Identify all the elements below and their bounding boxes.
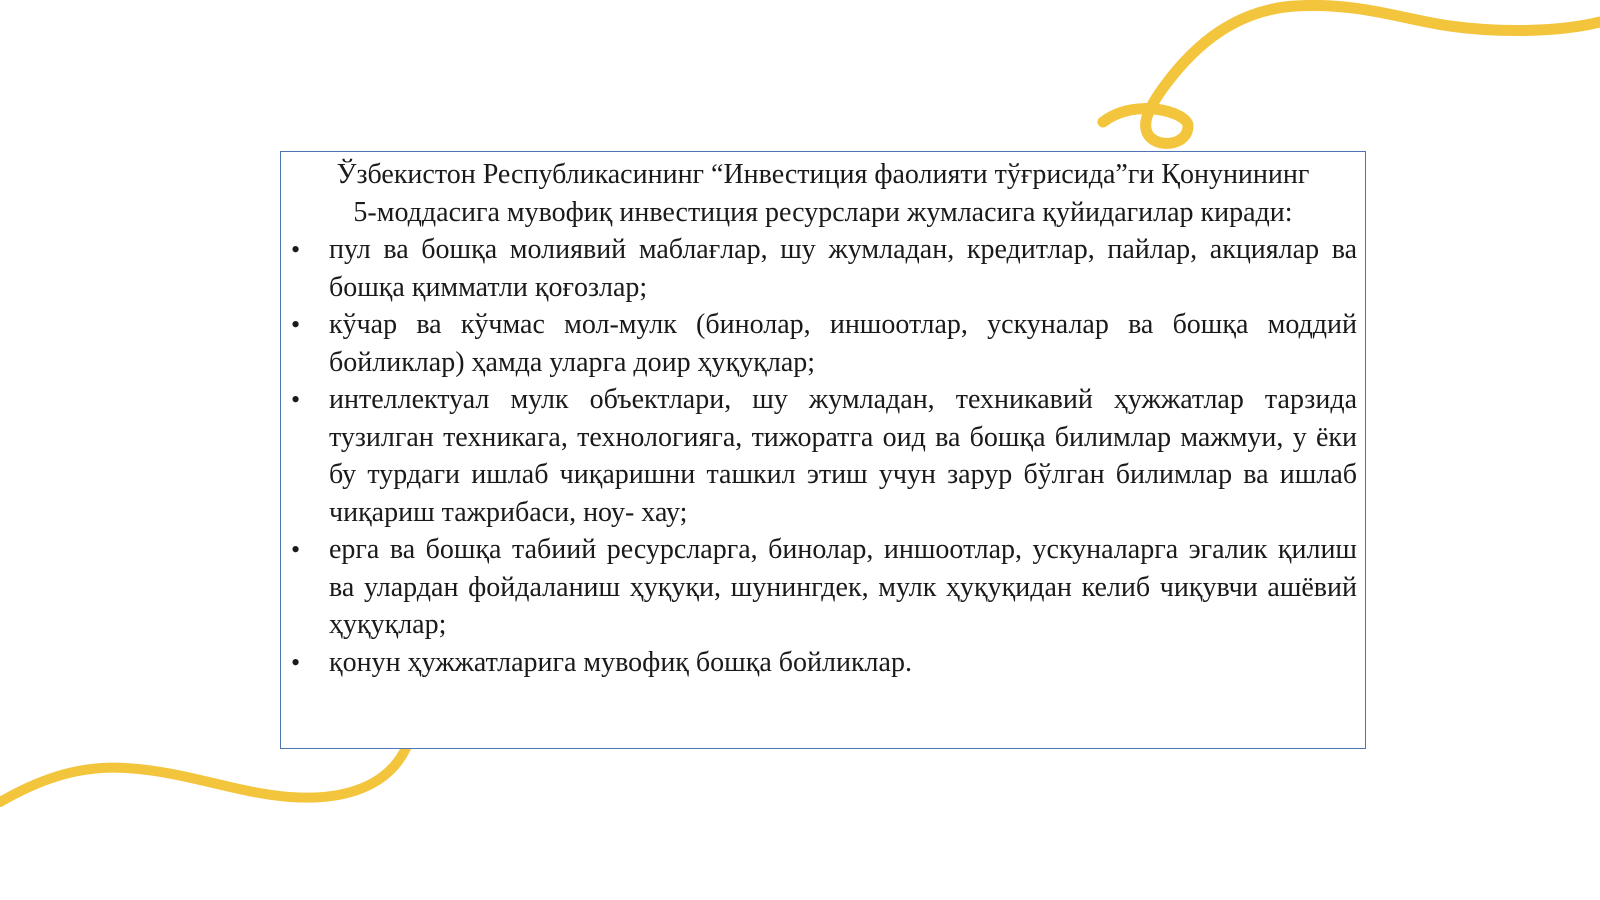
list-item-text: пул ва бошқа молиявий маблағлар, шу жумладан, кредитлар, пайлар, акциялар ва бошқа қимматли қоғозлар; (329, 234, 1357, 303)
slide-heading: Ўзбекистон Республикасининг “Инвестиция фаолияти тўғрисида”ги Қонунининг 5-моддасига мувофиқ инвестиция ресурслари жумласига қуйидагилар киради: (336, 159, 1310, 228)
list-item (289, 531, 1357, 644)
list-item-text: кўчар ва кўчмас мол-мулк (бинолар, иншоотлар, ускуналар ва бошқа моддий бойликлар) ҳамда уларга доир ҳуқуқлар; (329, 309, 1357, 378)
bullet-icon: • (291, 535, 301, 564)
list-item (289, 306, 1357, 381)
list-item (289, 644, 1357, 682)
bullet-icon: • (291, 310, 301, 339)
list-item (289, 231, 1357, 306)
top-right-ribbon-decoration (1103, 5, 1600, 143)
list-item (289, 381, 1357, 531)
bullet-icon: • (291, 235, 301, 264)
content-text-box (280, 151, 1366, 749)
bottom-left-ribbon-decoration (0, 748, 406, 802)
list-item-text: қонун ҳужжатларига мувофиқ бошқа бойликлар. (329, 646, 912, 678)
bullet-icon: • (291, 647, 301, 677)
list-item-text: ерга ва бошқа табиий ресурсларга, бинолар, иншоотлар, ускуналарга эгалик қилиш ва улардан фойдаланиш ҳуқуқи, шунингдек, мулк ҳуқуқидан келиб чиқувчи ашёвий ҳуқуқлар; (329, 534, 1357, 640)
investment-resources-list (289, 231, 1357, 681)
bullet-icon: • (291, 385, 301, 414)
list-item-text: интеллектуал мулк объектлари, шу жумладан, техникавий ҳужжатлар тарзида тузилган техникага, технологияга, тижоратга оид ва бошқа билимлар мажмуи, у ёки бу турдаги ишлаб чиқаришни ташкил этиш учун зарур бўлган билимлар ва ишлаб чиқариш тажрибаси, ноу- хау; (329, 384, 1357, 528)
